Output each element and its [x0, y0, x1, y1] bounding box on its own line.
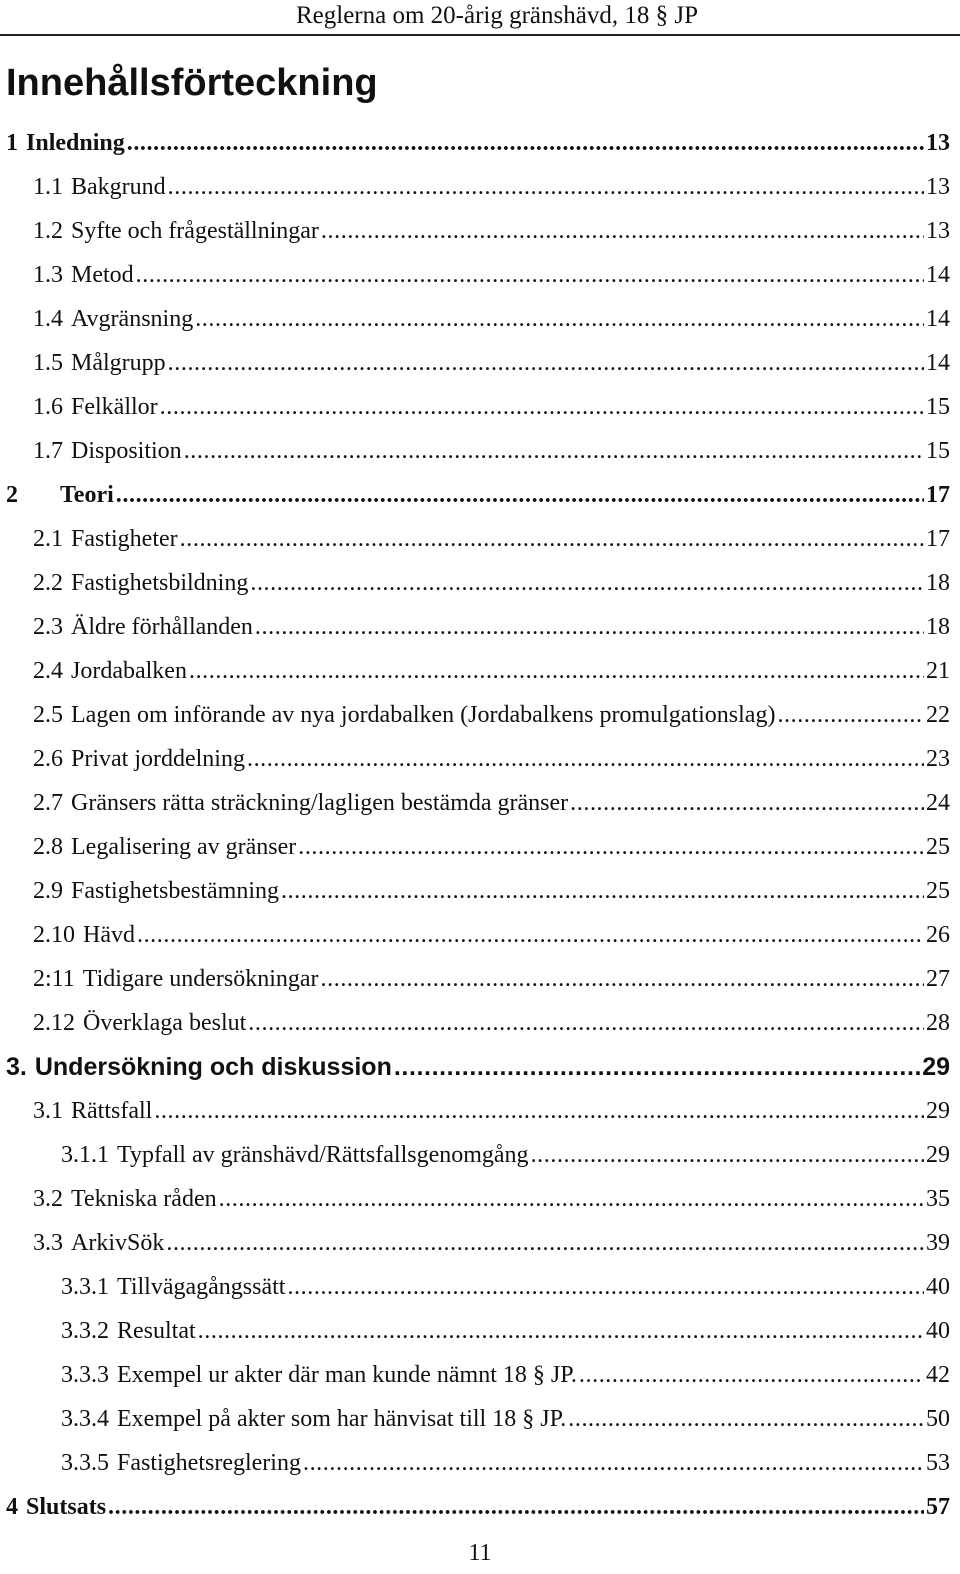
toc-entry-number: 3.: [6, 1053, 27, 1081]
toc-entry-page: 35: [926, 1186, 950, 1212]
toc-dot-leader: [568, 1397, 924, 1441]
toc-dot-leader: [394, 1045, 920, 1089]
toc-entry[interactable]: [6, 1265, 950, 1309]
toc-entry[interactable]: [6, 1045, 950, 1089]
toc-entry-title: ArkivSök: [71, 1230, 165, 1256]
toc-entry-number: 1.2: [33, 218, 63, 244]
toc-entry-page: 53: [926, 1450, 950, 1476]
toc-entry-number: 2:11: [33, 966, 75, 992]
toc-dot-leader: [168, 341, 924, 385]
toc-entry[interactable]: [6, 781, 950, 825]
toc-entry-page: 22: [926, 702, 950, 728]
page-number: 11: [468, 1540, 492, 1566]
toc-entry[interactable]: [6, 1001, 950, 1045]
toc-entry-title: Tekniska råden: [71, 1186, 217, 1212]
toc-entry[interactable]: [6, 1177, 950, 1221]
toc-entry-title: Avgränsning: [71, 306, 194, 332]
toc-entry-title: Lagen om införande av nya jordabalken (Jordabalkens promulgationslag): [71, 702, 776, 728]
toc-entry[interactable]: [6, 869, 950, 913]
toc-entry[interactable]: [6, 1397, 950, 1441]
toc-entry[interactable]: [6, 253, 950, 297]
toc-entry-page: 14: [926, 262, 950, 288]
toc-entry-page: 40: [926, 1274, 950, 1300]
toc-entry-number: 3.3.4: [61, 1406, 109, 1432]
toc-entry[interactable]: [6, 737, 950, 781]
toc-title: Innehållsförteckning: [6, 62, 378, 104]
toc-entry-number: 1.1: [33, 174, 63, 200]
toc-entry[interactable]: [6, 341, 950, 385]
toc-entry-number: 1.7: [33, 438, 63, 464]
toc-entry-page: 29: [922, 1053, 950, 1081]
toc-dot-leader: [247, 737, 924, 781]
toc-dot-leader: [303, 1441, 924, 1485]
toc-dot-leader: [250, 561, 924, 605]
toc-entry-title: Tillvägagångssätt: [117, 1274, 286, 1300]
toc-entry-number: 1: [6, 130, 18, 156]
toc-entry-page: 23: [926, 746, 950, 772]
toc-entry[interactable]: [6, 605, 950, 649]
toc-entry[interactable]: [6, 121, 950, 165]
toc-entry[interactable]: [6, 913, 950, 957]
toc-entry-page: 27: [926, 966, 950, 992]
toc-entry-title: Gränsers rätta sträckning/lagligen bestämda gränser: [71, 790, 569, 816]
toc-entry-title: Privat jorddelning: [71, 746, 245, 772]
toc-entry-page: 13: [926, 218, 950, 244]
toc-entry[interactable]: [6, 165, 950, 209]
toc-entry-title: Felkällor: [71, 394, 158, 420]
toc-entry-page: 14: [926, 306, 950, 332]
toc-dot-leader: [579, 1353, 924, 1397]
table-of-contents: [6, 121, 950, 1529]
toc-entry-page: 15: [926, 394, 950, 420]
toc-entry-number: 3.3.1: [61, 1274, 109, 1300]
toc-entry-page: 14: [926, 350, 950, 376]
toc-entry-page: 40: [926, 1318, 950, 1344]
toc-entry-page: 26: [926, 922, 950, 948]
toc-entry[interactable]: [6, 429, 950, 473]
toc-entry[interactable]: [6, 1309, 950, 1353]
toc-entry-number: 3.1.1: [61, 1142, 109, 1168]
toc-entry-page: 13: [926, 174, 950, 200]
toc-entry[interactable]: [6, 1485, 950, 1529]
toc-entry-page: 50: [926, 1406, 950, 1432]
toc-entry-number: 2.12: [33, 1010, 75, 1036]
toc-dot-leader: [160, 385, 924, 429]
toc-entry-number: 4: [6, 1494, 18, 1520]
toc-entry-page: 24: [926, 790, 950, 816]
toc-entry-number: 2.7: [33, 790, 63, 816]
toc-dot-leader: [136, 253, 924, 297]
toc-entry-title: Metod: [71, 262, 134, 288]
toc-entry[interactable]: [6, 473, 950, 517]
toc-entry-number: 1.3: [33, 262, 63, 288]
toc-dot-leader: [219, 1177, 924, 1221]
toc-dot-leader: [198, 1309, 924, 1353]
toc-entry-number: 1.5: [33, 350, 63, 376]
toc-entry-title: Teori: [60, 482, 114, 508]
toc-entry-number: 2.2: [33, 570, 63, 596]
toc-dot-leader: [281, 869, 924, 913]
toc-entry-page: 21: [926, 658, 950, 684]
toc-entry-title: Inledning: [26, 130, 125, 156]
toc-entry-number: 3.3: [33, 1230, 63, 1256]
toc-dot-leader: [108, 1485, 924, 1529]
toc-entry-title: Jordabalken: [71, 658, 187, 684]
toc-entry-number: 2.5: [33, 702, 63, 728]
toc-dot-leader: [116, 473, 924, 517]
toc-entry-title: Tidigare undersökningar: [82, 966, 319, 992]
toc-entry-number: 2.8: [33, 834, 63, 860]
toc-entry-page: 29: [926, 1142, 950, 1168]
toc-entry[interactable]: [6, 297, 950, 341]
toc-dot-leader: [570, 781, 924, 825]
toc-entry-number: 1.4: [33, 306, 63, 332]
toc-entry-number: 2.6: [33, 746, 63, 772]
toc-entry-title: Disposition: [71, 438, 182, 464]
toc-entry[interactable]: [6, 825, 950, 869]
toc-entry-number: 1.6: [33, 394, 63, 420]
toc-entry-number: 2: [6, 482, 18, 508]
toc-entry-page: 39: [926, 1230, 950, 1256]
toc-entry[interactable]: [6, 1221, 950, 1265]
toc-entry-page: 57: [926, 1494, 950, 1520]
toc-entry-page: 17: [926, 482, 950, 508]
toc-entry-number: 3.3.5: [61, 1450, 109, 1476]
toc-entry-number: 3.3.3: [61, 1362, 109, 1388]
toc-entry-title: Exempel ur akter där man kunde nämnt 18 § JP.: [117, 1362, 577, 1388]
toc-entry-page: 13: [926, 130, 950, 156]
toc-dot-leader: [195, 297, 924, 341]
toc-entry-title: Målgrupp: [71, 350, 166, 376]
toc-entry[interactable]: [6, 1089, 950, 1133]
toc-entry-title: Rättsfall: [71, 1098, 153, 1124]
toc-entry-number: 2.1: [33, 526, 63, 552]
toc-dot-leader: [180, 517, 924, 561]
toc-entry-title: Överklaga beslut: [83, 1010, 247, 1036]
toc-entry-number: 3.3.2: [61, 1318, 109, 1344]
toc-entry[interactable]: [6, 1441, 950, 1485]
toc-dot-leader: [137, 913, 924, 957]
toc-entry-page: 18: [926, 614, 950, 640]
toc-entry[interactable]: [6, 693, 950, 737]
toc-entry-title: Legalisering av gränser: [71, 834, 297, 860]
toc-entry-page: 25: [926, 834, 950, 860]
toc-entry[interactable]: [6, 957, 950, 1001]
toc-entry-title: Syfte och frågeställningar: [71, 218, 319, 244]
toc-dot-leader: [531, 1133, 924, 1177]
toc-entry-title: Hävd: [83, 922, 135, 948]
toc-entry-number: 3.2: [33, 1186, 63, 1212]
toc-dot-leader: [166, 1221, 924, 1265]
toc-dot-leader: [154, 1089, 924, 1133]
running-title: Reglerna om 20-årig gränshävd, 18 § JP: [295, 2, 698, 29]
toc-entry[interactable]: [6, 561, 950, 605]
toc-entry-title: Exempel på akter som har hänvisat till 18 § JP.: [117, 1406, 567, 1432]
toc-dot-leader: [248, 1001, 924, 1045]
toc-entry[interactable]: [6, 385, 950, 429]
toc-dot-leader: [189, 649, 924, 693]
toc-dot-leader: [321, 209, 924, 253]
toc-dot-leader: [184, 429, 924, 473]
toc-entry-page: 15: [926, 438, 950, 464]
toc-entry-title: Typfall av gränshävd/Rättsfallsgenomgång: [117, 1142, 529, 1168]
toc-entry-title: Fastighetsreglering: [117, 1450, 301, 1476]
toc-entry-title: Fastighetsbestämning: [71, 878, 279, 904]
running-header: [0, 0, 960, 36]
toc-entry-number: 2.4: [33, 658, 63, 684]
toc-dot-leader: [127, 121, 924, 165]
toc-dot-leader: [255, 605, 924, 649]
toc-dot-leader: [777, 693, 924, 737]
toc-entry-number: 2.3: [33, 614, 63, 640]
toc-dot-leader: [321, 957, 924, 1001]
toc-dot-leader: [168, 165, 924, 209]
toc-entry-page: 42: [926, 1362, 950, 1388]
toc-entry[interactable]: [6, 649, 950, 693]
toc-entry-number: 3.1: [33, 1098, 63, 1124]
toc-entry-page: 25: [926, 878, 950, 904]
toc-entry-title: Äldre förhållanden: [71, 614, 253, 640]
toc-entry-title: Fastighetsbildning: [71, 570, 249, 596]
toc-dot-leader: [298, 825, 924, 869]
toc-dot-leader: [287, 1265, 924, 1309]
toc-entry-page: 18: [926, 570, 950, 596]
toc-entry-title: Bakgrund: [71, 174, 166, 200]
toc-entry-page: 28: [926, 1010, 950, 1036]
toc-entry-title: Slutsats: [26, 1494, 107, 1520]
toc-entry[interactable]: [6, 1353, 950, 1397]
toc-entry-page: 29: [926, 1098, 950, 1124]
toc-entry[interactable]: [6, 209, 950, 253]
toc-entry-number: 2.9: [33, 878, 63, 904]
toc-entry-page: 17: [926, 526, 950, 552]
toc-entry-title: Fastigheter: [71, 526, 178, 552]
toc-entry-title: Undersökning och diskussion: [34, 1053, 392, 1081]
toc-entry[interactable]: [6, 1133, 950, 1177]
toc-entry[interactable]: [6, 517, 950, 561]
toc-entry-number: 2.10: [33, 922, 75, 948]
toc-entry-title: Resultat: [117, 1318, 196, 1344]
